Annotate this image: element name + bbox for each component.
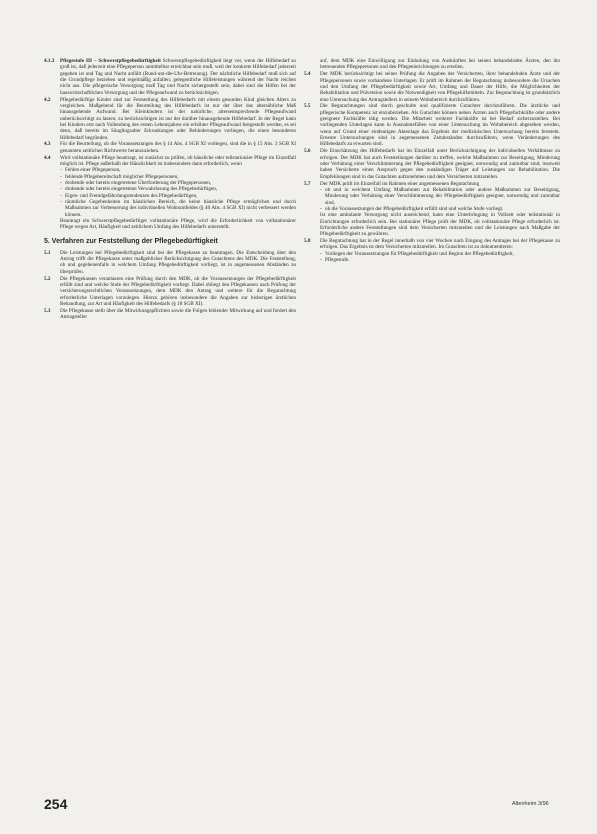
paragraph-4-2 [44,97,296,141]
paragraph-text: Die Leistungen bei Pflegebedürftigkeit sind bei der Pflegekasse zu beantragen. Die Entscheidung über den Antrag trifft die Pflegekasse unter maßgeblicher Berücksichtigung des Gutachtens des MDK. Die Feststellung, ob und gegebenenfalls in welchem Umfang Pflegebedürftigkeit vorliegt, ist in angemessenen Abständen zu überprüfen. [60,249,296,275]
paragraph-text: Wird vollstationäre Pflege beantragt, ist zunächst zu prüfen, ob häusliche oder teilstationäre Pflege im Einzelfall möglich ist. Pflege außerhalb der Häuslichkeit ist insbesondere dann erforderlich, wenn [60,154,296,167]
paragraph-5-5 [304,103,560,147]
left-column [44,58,296,321]
paragraph-tail: Bei vorliegenden Unterlagen kann in Ausnahmefällen von einer Untersuchung im Wohnbereich abgesehen werden, wenn auf Grund einer eindeutigen Aktenlage das Ergebnis der medizinischen Untersuchung bereits feststeht. Erneute Untersuchungen sind in angemessenen Zeitabständen durchzuführen, wenn Veränderungen des Hilfebedarfs zu erwarten sind. [320,116,561,148]
paragraph-4-1-3 [44,58,296,96]
criteria-list [60,167,296,218]
list-item: - drohende oder bereits eingetretene Überforderung der Pflegepersonen, [60,180,296,186]
paragraph-tail: Beantragt ein Schwerstpflegebedürftiger vollstationäre Pflege, wird die Erforderlichkeit von vollstationärer Pflege wegen Art, Häufigkeit und zeitlichem Umfang des Hilfebedarfs unterstellt. [60,218,296,231]
paragraph-number: 5.6 [304,148,311,155]
list-item: - Fehlen einer Pflegeperson, [60,167,296,173]
documentation-list [320,251,560,264]
paragraph-4-3 [44,141,296,154]
paragraph-text: Für die Beurteilung, ob die Voraussetzungen des § 14 Abs. 4 SGB XI vorliegen, sind die in § 15 Abs. 3 SGB XI genannten zeitlichen Richtwerte heranzuziehen. [60,141,296,154]
paragraph-number: 5.7 [304,180,311,187]
paragraph-number: 4.1.3 [44,58,55,64]
paragraph-number: 4.4 [44,154,51,161]
paragraph-text: Pflegebedürftige Kinder sind zur Feststellung des Hilfebedarfs mit einem gesunden Kind gleichen Alters zu vergleichen. Maßgebend für die Beurteilung des Hilfebedarfs ist nur der über das altersübliche Maß hinausgehende Aufwand. Bei Kleinkindern ist der natürliche, altersentsprechende Pflegeaufwand unberücksichtigt zu lassen; zu berücksichtigen ist nur der darüber hinausgehende Hilfebedarf. In der Regel kann bei Kindern erst nach Vollendung des ersten Lebensjahres ein erhöhter Pflegeaufwand festgestellt werden, es sei denn, daß bereits im Säuglingsalter Erkrankungen oder Behinderungen vorliegen, die einen besonderen Hilfebedarf begründen. [60,96,296,141]
paragraph-number: 5.1 [44,249,51,256]
paragraph-text: Die Begutachtungen sind durch geschulte und qualifizierte Gutachter durchzuführen. Die ärztliche und pflegerische Kompetenz ist einzubeziehen. Als Gutachter können neben Ärzten auch Pflegefachkräfte oder andere geeignete Fachkräfte tätig werden. Die Mitarbeit weiterer Fachkräfte ist bei Bedarf sicherzustellen. [320,103,560,123]
right-column [304,58,560,264]
paragraph-number: 4.3 [44,141,51,148]
list-item: - fehlende Pflegebereitschaft möglicher Pflegepersonen, [60,174,296,180]
list-item: - ob und in welchem Umfang Maßnahmen zur Rehabilitation oder andere Maßnahmen zur Beseitigung, Minderung oder Verhütung einer Verschlimmerung der Pflegebedürftigkeit geeignet, notwendig und zumutbar sind, [320,187,560,206]
paragraph-text: Schwerstpflegebedürftigkeit liegt vor, wenn der Hilfebedarf so groß ist, daß jederzeit eine Pflegeperson unmittelbar erreichbar sein muß, weil der konkrete Hilfebedarf jederzeit gegeben ist und Tag und Nacht anfällt (Rund-um-die-Uhr-Betreuung). Der nächtliche Hilfebedarf muß sich auf die Grundpflege beziehen und regelmäßig anfallen; gelegentliche Hilfeleistungen während der Nacht reichen nicht aus. Die pflegerische Versorgung muß Tag und Nacht sichergestellt sein; dabei sind die Hilfen bei der hauswirtschaftlichen Versorgung und der Pflegeaufwand zu berücksichtigen. [60,58,297,96]
list-item: - Pflegestufe. [320,257,560,263]
list-item: - drohende oder bereits eingetretene Verwahrlosung des Pflegebedürftigen, [60,186,296,192]
section-heading: 5. Verfahren zur Feststellung der Pflegebedürftigkeit [44,237,218,245]
paragraph-5-2 [44,276,296,308]
paragraph-number: 5.3 [44,307,51,314]
paragraph-4-4 [44,155,296,231]
page-footer [0,796,597,816]
paragraph-text: Der MDK prüft im Einzelfall im Rahmen einer angemessenen Begutachtung [320,180,480,187]
paragraph-text: Der MDK berücksichtigt bei seiner Prüfung die Angaben der Versicherten, ihrer behandelnden Ärzte und der Pflegepersonen sowie vorhandene Unterlagen. Er prüft im Rahmen der Begutachtung insbesondere die Ursachen und den Umfang der Pflegebedürftigkeit sowie Art, Umfang und Dauer der Hilfe, die Möglichkeiten der Rehabilitation und Prävention sowie die Notwendigkeit von Pflegehilfsmitteln. Zur Begutachtung ist grundsätzlich eine Untersuchung des Antragstellers in seinem Wohnbereich durchzuführen. [320,71,560,103]
journal-issue: Altenheim 3/96 [512,801,549,807]
paragraph-5-3-continued [304,58,560,71]
paragraph-tail: Ist eine ambulante Versorgung nicht ausreichend, kann eine Unterbringung in Vollzeit oder teilstationär in Einrichtungen erforderlich sein. Bei stationärer Pflege prüft der MDK, ob vollstationäre Pflege erforderlich ist. Erforderliche andere Feststellungen sind dem Versicherten mitzuteilen und die Leistungen nach Maßgabe der Pflegebedürftigkeit zu gewähren. [320,212,560,238]
paragraph-text: Die Begutachtung hat in der Regel innerhalb von vier Wochen nach Eingang des Antrages bei der Pflegekasse zu erfolgen. Das Ergebnis ist dem Versicherten mitzuteilen. Im Gutachten ist zu dokumentieren: [320,238,560,251]
list-item: - räumliche Gegebenheiten im häuslichen Bereich, die keine häusliche Pflege ermöglichen und durch Maßnahmen zur Verbesserung des individuellen Wohnumfeldes (§ 40 Abs. 4 SGB XI) nicht verbessert werden können. [60,199,296,218]
paragraph-5-7 [304,181,560,238]
list-item: - ob die Voraussetzungen der Pflegebedürftigkeit erfüllt sind und welche Stufe vorliegt. [320,206,560,212]
paragraph-text: auf, dem MDK eine Einwilligung zur Einholung von Auskünften bei seinen behandelnden Ärzten, den ihn betreuenden Pflegepersonen und den Pflegeeinrichtungen zu erteilen. [320,58,560,71]
list-item: - Vorliegen der Voraussetzungen für Pflegebedürftigkeit und Beginn der Pflegebedürftigkeit, [320,251,560,257]
paragraph-text: Die Pflegekasse stellt über die Mitwirkungspflichten sowie die Folgen fehlender Mitwirkung auf und fordert den Antragsteller [60,307,296,321]
paragraph-text: Die Pflegekassen veranlassen eine Prüfung durch den MDK, ob die Voraussetzungen der Pflegebedürftigkeit erfüllt sind und welche Stufe der Pflegebedürftigkeit vorliegt. Dabei obliegt den Pflegekassen nach Prüfung der versicherungsrechtlichen Voraussetzungen, dem MDK den Antrag und weitere für die Begutachtung erforderliche Unterlagen vorzulegen. Hierzu gehören insbesondere die Angaben zur bisherigen ärztlichen Behandlung, zur Art und Häufigkeit des Hilfebedarfs (§ 18 SGB XI). [60,275,296,308]
page-number: 254 [44,796,68,812]
paragraph-heading: Pflegestufe III – Schwerstpflegebedürftigkeit [60,58,161,64]
paragraph-number: 5.5 [304,103,311,110]
paragraph-5-4 [304,71,560,103]
paragraph-5-3 [44,308,296,321]
paragraph-text: Die Einschätzung des Hilfebedarfs hat im Einzelfall unter Berücksichtigung der individuellen Verhältnisse zu erfolgen. Der MDK hat auch Feststellungen darüber zu treffen, welche Maßnahmen zur Beseitigung, Minderung oder Verhütung einer Verschlimmerung der Pflegebedürftigkeit geeignet, notwendig und zumutbar sind; insoweit haben Versicherte einen Anspruch gegen den zuständigen Träger auf Leistungen zur Rehabilitation. Die Empfehlungen sind in das Gutachten aufzunehmen und dem Versicherten mitzuteilen. [320,148,560,180]
list-item: - Eigen- und Fremdgefährdungstendenzen des Pflegebedürftigen, [60,193,296,199]
paragraph-number: 5.8 [304,238,311,245]
review-list [320,187,560,212]
paragraph-5-8 [304,238,560,263]
paragraph-number: 5.4 [304,71,311,78]
paragraph-number: 4.2 [44,96,51,103]
paragraph-5-1 [44,250,296,275]
paragraph-5-6 [304,148,560,180]
paragraph-number: 5.2 [44,275,51,282]
